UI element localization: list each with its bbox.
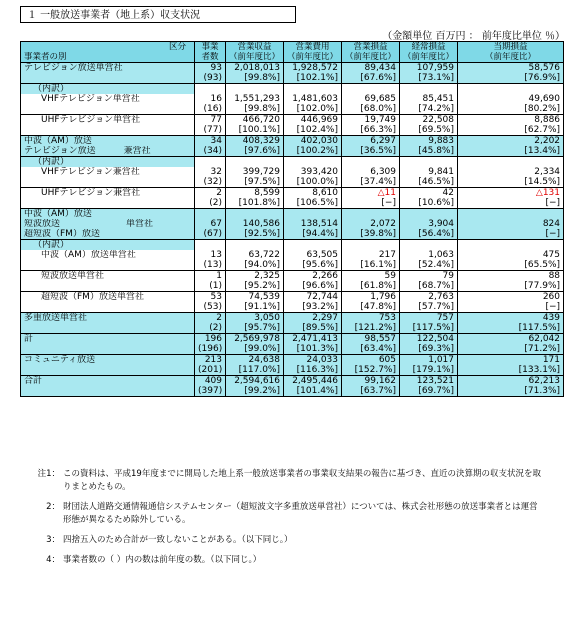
row-naiwake-2: （内訳） [21, 157, 564, 168]
row-radio-l1: 中波（AM）放送 [21, 209, 564, 220]
row-vhf-ratio: (16) [99.8%] [102.0%] [68.0%] [74.2%] [80.2%] [21, 104, 564, 115]
header-ord-profit: 経常損益 [400, 42, 458, 53]
row-vhf-kenei-ratio: (32) [97.5%] [100.0%] [37.4%] [46.5%] [14.5%] [21, 177, 564, 188]
row-uhf-ratio: (77) [100.1%] [102.4%] [66.3%] [69.5%] [62.7%] [21, 125, 564, 136]
note-4: 4： 事業者数の（ ）内の数は前年度の数。（以下同じ。） [46, 555, 262, 565]
note-1: 注1： この資料は、平成19年度までに開局した地上系一般放送事業者の事業収支結果の報告に基づき、直近の決算期の収支状況を取りまとめたもの。 [37, 469, 541, 492]
row-total: 合計 409 2,594,616 2,495,446 99,162 123,521 62,213 [21, 376, 564, 387]
row-am-ratio: (13) [94.0%] [95.6%] [16.1%] [52.4%] [65.5%] [21, 260, 564, 271]
row-sw-ratio: (1) [95.2%] [96.6%] [61.8%] [68.7%] [77.9%] [21, 281, 564, 292]
header-op-profit: 営業損益 [342, 42, 400, 53]
row-sw: 短波放送単営社 1 2,325 2,266 59 79 88 [21, 271, 564, 282]
row-fm: 超短波（FM）放送単営社 53 74,539 72,744 1,796 2,763 260 [21, 292, 564, 303]
row-uhf-kenei: UHFテレビジョン兼営社 2 8,599 8,610 △11 42 △131 [21, 188, 564, 199]
income-table [20, 41, 564, 397]
header-revenue: 営業収益 [226, 42, 284, 53]
row-fm-ratio: (53) [91.1%] [93.2%] [47.8%] [57.7%] [−] [21, 302, 564, 313]
header-expense: 営業費用 [284, 42, 342, 53]
row-naiwake-1: （内訳） [21, 84, 564, 95]
row-uhf: UHFテレビジョン単営社 77 466,720 446,969 19,749 22,508 8,886 [21, 115, 564, 126]
note-3: 3： 四捨五入のため合計が一致しないことがある。（以下同じ。） [46, 535, 293, 545]
row-am-tv: 中波（AM）放送 34 408,329 402,030 6,297 9,883 2,202 [21, 136, 564, 147]
note-2: 2： 財団法人道路交通情報通信システムセンター（超短波文字多重放送単営社）については、株式会社形態の放送事業者とは運営形態が異なるため除外している。 [46, 502, 538, 525]
row-radio-ratio: 超短波（FM）放送 (67) [92.5%] [94.4%] [39.8%] [56.4%] [−] [21, 229, 564, 240]
row-radio: 短波放送 単営社 67 140,586 138,514 2,072 3,904 824 [21, 219, 564, 229]
row-multi: 多重放送単営社 2 3,050 2,297 753 757 439 [21, 313, 564, 324]
row-community: コミュニティ放送 213 24,638 24,033 605 1,017 171 [21, 355, 564, 366]
row-am-tv-ratio: テレビジョン放送 兼営社 (34) [97.6%] [100.2%] [36.5%] [45.8%] [13.4%] [21, 146, 564, 157]
header-betsu: 事業者の別 [21, 52, 195, 63]
row-total-ratio: (397) [99.2%] [101.4%] [63.7%] [69.7%] [71.3%] [21, 386, 564, 397]
header-kubun: 区分 [21, 42, 195, 53]
row-subtotal: 計 196 2,569,978 2,471,413 98,557 122,504 62,042 [21, 334, 564, 345]
section-title: １ 一般放送事業者（地上系）収支状況 [20, 6, 296, 23]
footnotes [20, 468, 560, 574]
row-tv-ratio: (93) [99.8%] [102.1%] [67.6%] [73.1%] [76.9%] [21, 73, 564, 84]
header-row-2: 事業者の別 者数 （前年度比） （前年度比） （前年度比） （前年度比） （前年度比） [21, 52, 564, 63]
units-note: （金額単位 百万円 ： 前年度比単位 ％） [382, 31, 565, 42]
header-net-profit: 当期損益 [458, 42, 564, 53]
row-uhf-kenei-ratio: (2) [101.8%] [106.5%] [−] [10.6%] [−] [21, 198, 564, 209]
row-multi-ratio: (2) [95.7%] [89.5%] [121.2%] [117.5%] [117.5%] [21, 323, 564, 334]
row-subtotal-ratio: (196) [99.0%] [101.3%] [63.4%] [69.3%] [71.2%] [21, 344, 564, 355]
row-tv: テレビジョン放送単営社 93 2,018,013 1,928,572 89,434 107,959 58,576 [21, 63, 564, 74]
row-vhf-kenei: VHFテレビジョン兼営社 32 399,729 393,420 6,309 9,841 2,334 [21, 167, 564, 177]
header-count: 事業 [195, 42, 226, 53]
row-am: 中波（AM）放送単営社 13 63,722 63,505 217 1,063 475 [21, 250, 564, 260]
row-community-ratio: (201) [117.0%] [116.3%] [152.7%] [179.1%] [133.1%] [21, 365, 564, 376]
row-vhf: VHFテレビジョン単営社 16 1,551,293 1,481,603 69,685 85,451 49,690 [21, 94, 564, 104]
row-naiwake-3: （内訳） [21, 240, 564, 251]
header-row [21, 42, 564, 53]
